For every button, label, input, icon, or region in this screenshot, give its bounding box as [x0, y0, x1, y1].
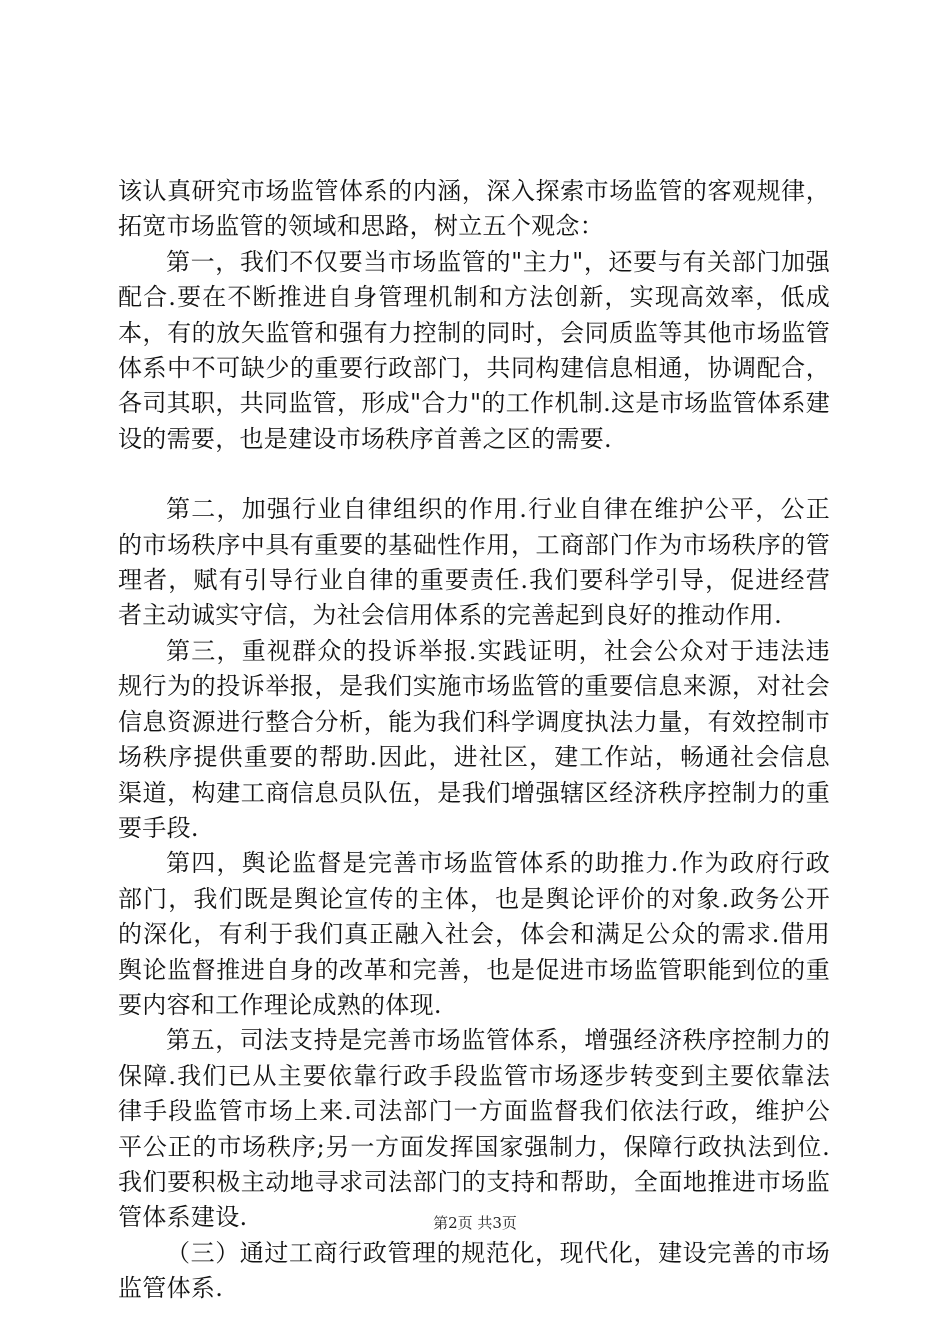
paragraph-point-1: 第一，我们不仅要当市场监管的"主力"，还要与有关部门加强配合.要在不断推进自身管理机制和方法创新，实现高效率，低成本，有的放矢监管和强有力控制的同时，会同质监等其他市场监管体系中不可缺少的重要行政部门，共同构建信息相通，协调配合，各司其职，共同监管，形成"合力"的工作机制.这是市场监管体系建设的需要，也是建设市场秩序首善之区的需要.	[118, 247, 830, 453]
paragraph-point-3: 第三，重视群众的投诉举报.实践证明，社会公众对于违法违规行为的投诉举报，是我们实施市场监管的重要信息来源，对社会信息资源进行整合分析，能为我们科学调度执法力量，有效控制市场秩序提供重要的帮助.因此，进社区，建工作站，畅通社会信息渠道，构建工商信息员队伍，是我们增强辖区经济秩序控制力的重要手段.	[118, 636, 830, 842]
paragraph-section-3: （三）通过工商行政管理的规范化，现代化，建设完善的市场监管体系.	[118, 1238, 830, 1303]
paragraph-point-5: 第五，司法支持是完善市场监管体系，增强经济秩序控制力的保障.我们已从主要依靠行政手段监管市场逐步转变到主要依靠法律手段监管市场上来.司法部门一方面监督我们依法行政，维护公平公正的市场秩序;另一方面发挥国家强制力，保障行政执法到位.我们要积极主动地寻求司法部门的支持和帮助，全面地推进市场监管体系建设.	[118, 1026, 830, 1232]
paragraph-point-2: 第二，加强行业自律组织的作用.行业自律在维护公平，公正的市场秩序中具有重要的基础性作用，工商部门作为市场秩序的管理者，赋有引导行业自律的重要责任.我们要科学引导，促进经营者主动诚实守信，为社会信用体系的完善起到良好的推动作用.	[118, 495, 830, 630]
paragraph-intro: 该认真研究市场监管体系的内涵，深入探索市场监管的客观规律，拓宽市场监管的领域和思路，树立五个观念：	[118, 177, 830, 241]
paragraph-point-4: 第四，舆论监督是完善市场监管体系的助推力.作为政府行政部门，我们既是舆论宣传的主体，也是舆论评价的对象.政务公开的深化，有利于我们真正融入社会，体会和满足公众的需求.借用舆论监督推进自身的改革和完善，也是促进市场监管职能到位的重要内容和工作理论成熟的体现.	[118, 849, 830, 1019]
page-footer: 第2页 共3页	[433, 1214, 517, 1232]
document-body	[118, 174, 830, 1307]
